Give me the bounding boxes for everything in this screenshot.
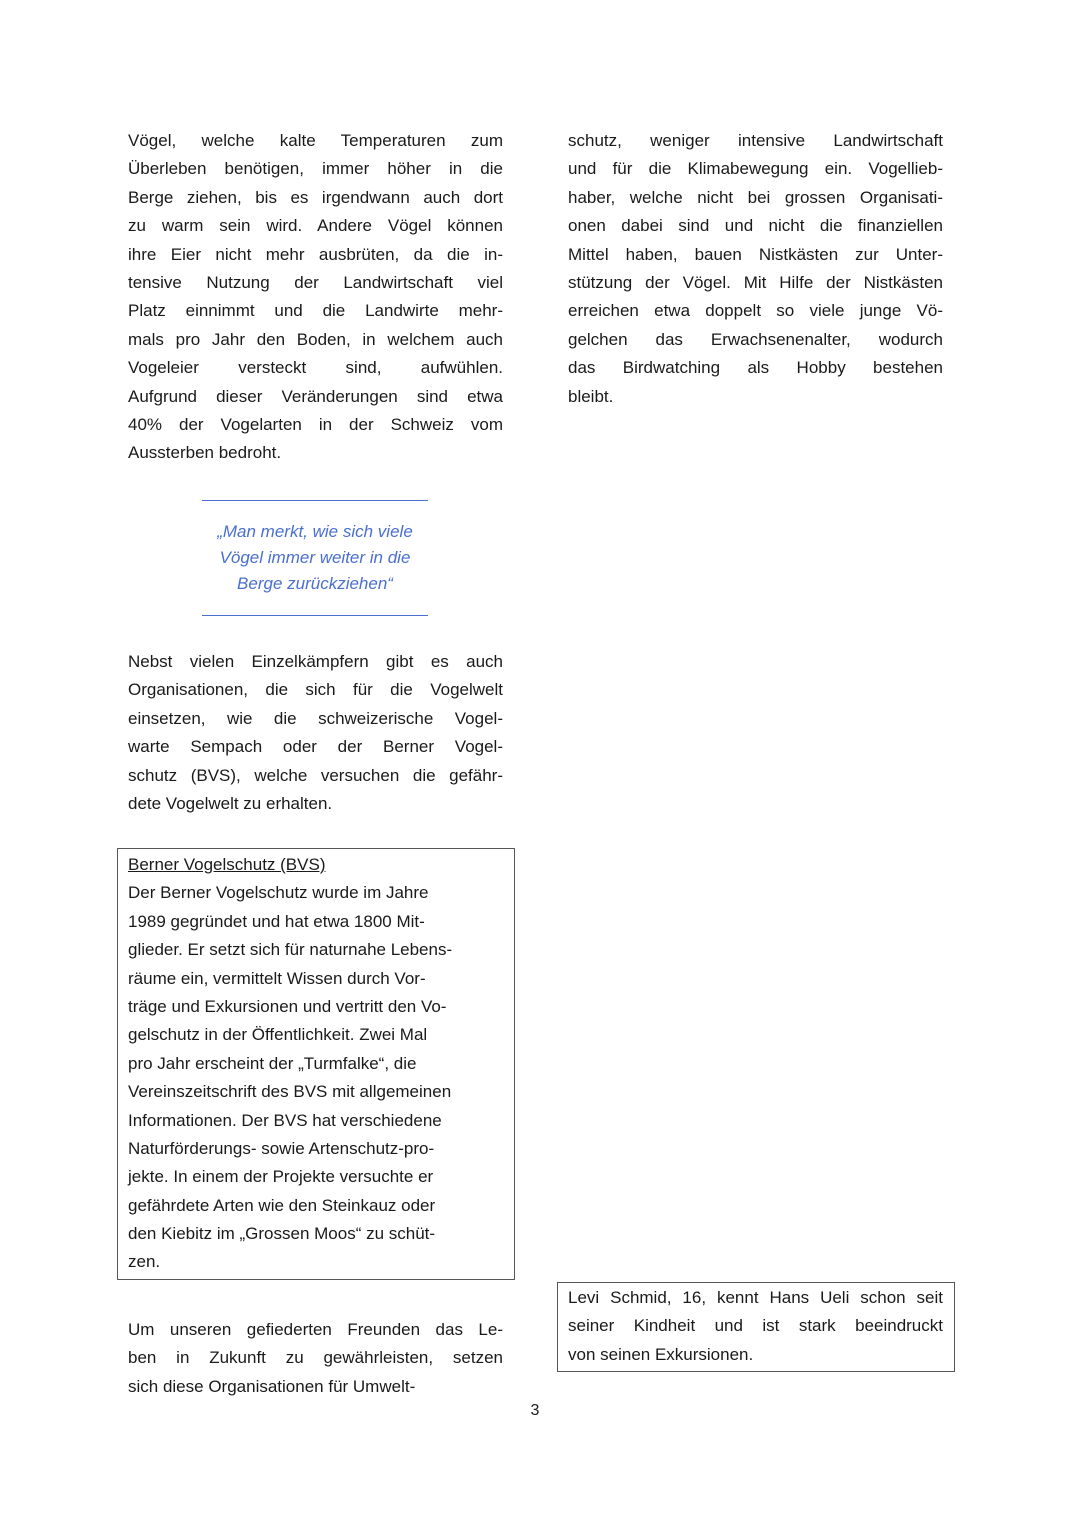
text-line: Vögel immer weiter in die [219,548,411,567]
info-box-levi [557,1282,955,1372]
text-line: träge und Exkursionen und vertritt den Vo- [128,996,447,1016]
text-line: onen dabei sind und nicht die finanziellen [568,216,943,236]
text-line: das Birdwatching als Hobby bestehen [568,358,943,378]
info-box-title: Berner Vogelschutz (BVS) [128,855,326,874]
text-line: erreichen etwa doppelt so viele junge Vö- [568,301,943,321]
text-line: Überleben benötigen, immer höher in die [128,159,503,179]
text-line: 1989 gegründet und hat etwa 1800 Mit- [128,911,425,931]
text-line: den Kiebitz im „Grossen Moos“ zu schüt- [128,1224,436,1244]
text-line: tensive Nutzung der Landwirtschaft viel [128,272,503,292]
text-line: von seinen Exkursionen. [568,1344,754,1364]
quote-rule-bottom [202,615,428,616]
text-line: gefährdete Arten wie den Steinkauz oder [128,1195,436,1215]
text-line: Der Berner Vogelschutz wurde im Jahre [128,883,429,903]
text-line: Platz einnimmt und die Landwirte mehr- [128,301,503,321]
info-box-body [128,879,503,1276]
text-line: warte Sempach oder der Berner Vogel- [128,737,503,757]
text-line: und für die Klimabewegung ein. Vogellieb- [568,159,943,179]
page-number: 3 [530,1402,540,1419]
text-line: seiner Kindheit und ist stark beeindruckt [568,1316,943,1336]
text-line: einsetzen, wie die schweizerische Vogel- [128,708,503,728]
text-line: haber, welche nicht bei grossen Organisati- [568,187,943,207]
text-line: Informationen. Der BVS hat verschiedene [128,1110,442,1130]
text-line: ben in Zukunft zu gewährleisten, setzen [128,1348,503,1368]
text-line: glieder. Er setzt sich für naturnahe Lebens- [128,940,453,960]
paragraph-nest-boxes [568,127,943,411]
text-line: Mittel haben, bauen Nistkästen zur Unter- [568,244,943,264]
text-line: Vereinszeitschrift des BVS mit allgemeinen [128,1082,452,1102]
paragraph-organisations [128,648,503,818]
text-line: Vogeleier versteckt sind, aufwühlen. [128,358,503,378]
text-line: Vögel, welche kalte Temperaturen zum [128,131,503,150]
text-line: Levi Schmid, 16, kennt Hans Ueli schon seit [568,1288,943,1307]
text-line: Aussterben bedroht. [128,443,282,463]
text-line: jekte. In einem der Projekte versuchte er [128,1167,434,1187]
text-line: ihre Eier nicht mehr ausbrüten, da die in- [128,244,503,264]
info-box-levi-text [568,1284,943,1369]
quote-rule-top [202,500,428,501]
text-line: Nebst vielen Einzelkämpfern gibt es auch [128,652,503,671]
text-line: Organisationen, die sich für die Vogelwelt [128,680,503,700]
text-line: Naturförderungs- sowie Artenschutz-pro- [128,1138,435,1158]
text-line: gelchen das Erwachsenenalter, wodurch [568,329,943,349]
paragraph-future [128,1316,503,1401]
text-line: räume ein, vermittelt Wissen durch Vor- [128,968,426,988]
pull-quote [190,519,440,597]
text-line: 40% der Vogelarten in der Schweiz vom [128,414,503,434]
text-line: dete Vogelwelt zu erhalten. [128,793,333,813]
text-line: schutz (BVS), welche versuchen die gefähr- [128,765,503,785]
text-line: schutz, weniger intensive Landwirtschaft [568,131,943,150]
text-line: zen. [128,1252,161,1272]
text-line: bleibt. [568,386,614,406]
text-line: „Man merkt, wie sich viele [217,522,413,541]
text-line: mals pro Jahr den Boden, in welchem auch [128,329,503,349]
text-line: zu warm sein wird. Andere Vögel können [128,216,503,236]
text-line: stützung der Vögel. Mit Hilfe der Nistkästen [568,272,943,292]
text-line: gelschutz in der Öffentlichkeit. Zwei Mal [128,1025,428,1045]
paragraph-birds-climate [128,127,503,468]
info-box-bvs [117,848,515,1280]
text-line: Berge zurückziehen“ [237,574,393,593]
text-line: Um unseren gefiederten Freunden das Le- [128,1320,503,1339]
text-line: sich diese Organisationen für Umwelt- [128,1376,416,1396]
text-line: pro Jahr erscheint der „Turmfalke“, die [128,1053,417,1073]
text-line: Aufgrund dieser Veränderungen sind etwa [128,386,503,406]
text-line: Berge ziehen, bis es irgendwann auch dort [128,187,503,207]
